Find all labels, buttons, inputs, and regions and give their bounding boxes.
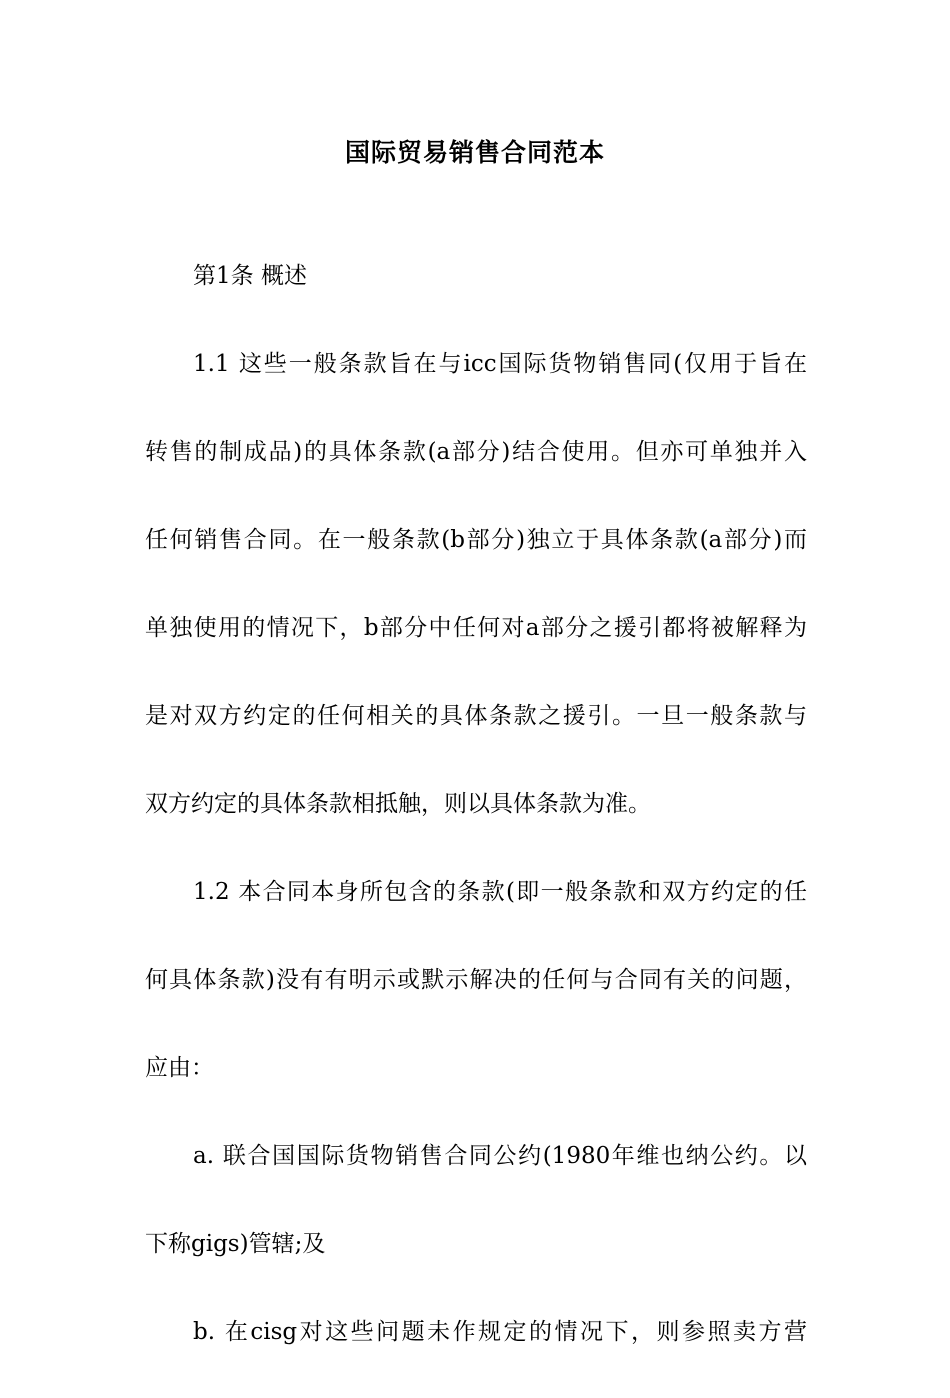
paragraph-4-line-1: b. 在cisg对这些问题未作规定的情况下，则参照卖方营: [193, 1319, 807, 1345]
paragraph-3-line-1: a. 联合国国际货物销售合同公约(1980年维也纳公约。以: [193, 1143, 807, 1169]
paragraph-2-line-1: 1.2 本合同本身所包含的条款(即一般条款和双方约定的任: [193, 879, 807, 905]
paragraph-3-line-2: 下称gigs)管辖;及: [145, 1231, 326, 1257]
paragraph-2-line-2: 何具体条款)没有有明示或默示解决的任何与合同有关的问题，: [145, 967, 807, 993]
document-body: [145, 254, 807, 1398]
paragraph-1-line-1: 1.1 这些一般条款旨在与icc国际货物销售同(仅用于旨在: [193, 351, 807, 377]
paragraph-2-line-3: 应由：: [145, 1055, 214, 1081]
paragraph-1-line-4: 单独使用的情况下，b部分中任何对a部分之援引都将被解释为: [145, 615, 807, 641]
section-heading: 第1条 概述: [193, 263, 307, 289]
paragraph-1-line-5: 是对双方约定的任何相关的具体条款之援引。一旦一般条款与: [145, 703, 807, 729]
paragraph-1-line-6: 双方约定的具体条款相抵触，则以具体条款为准。: [145, 791, 651, 817]
paragraph-1-line-3: 任何销售合同。在一般条款(b部分)独立于具体条款(a部分)而: [145, 527, 807, 553]
paragraph-1-line-2: 转售的制成品)的具体条款(a部分)结合使用。但亦可单独并入: [145, 439, 807, 465]
document-title: 国际贸易销售合同范本: [344, 138, 605, 167]
